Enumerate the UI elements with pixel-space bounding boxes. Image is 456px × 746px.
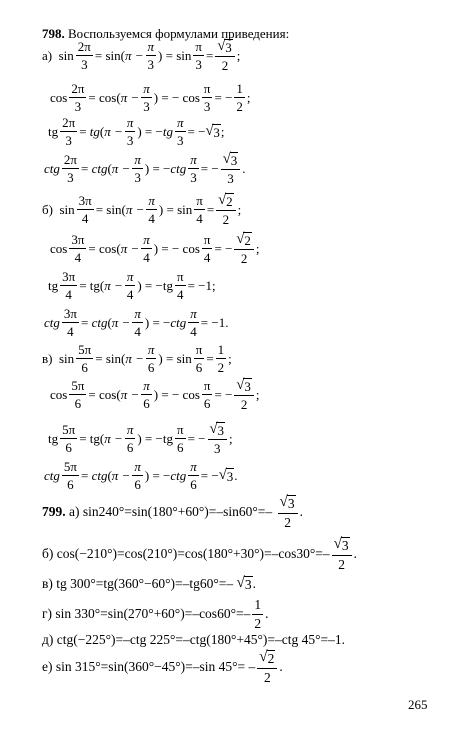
eq-798b-cos: cos $\frac{3\pi}{4}$ = cos ( π − $\frac{\pi}{4}$ ) = − cos $\frac{\pi}{4}$ = − √ 2 2 ; — [50, 230, 260, 266]
problem-799-number: 799. — [42, 504, 66, 520]
eq-798v-tg: tg $\frac{5\pi}{6}$ = tg ( π − $\frac{\pi}{6}$ ) = − tg $\frac{\pi}{6}$ = − √ 3 3 ; — [48, 420, 233, 456]
eq-798v-ctg: ctg $\frac{5\pi}{6}$ = ctg ( π − $\frac{\pi}{6}$ ) = − ctg $\frac{\pi}{6}$ = − √ 3 . — [44, 458, 238, 492]
eq-798a-cos: cos $\frac{2\pi}{3}$ = cos ( π − $\frac{\pi}{3}$ ) = − cos $\frac{\pi}{3}$ = − $\frac{1}{2}$ ; — [50, 80, 251, 114]
eq-798b-sin: б) sin $\frac{3\pi}{4}$ = sin ( π − $\frac{\pi}{4}$ ) = sin $\frac{\pi}{4}$ = √ 2 2 ; — [42, 191, 242, 227]
eq-798v-sin: в) sin $\frac{5\pi}{6}$ = sin ( π − $\frac{\pi}{6}$ ) = sin $\frac{\pi}{6}$ = $\frac{1}{2}$ ; — [42, 341, 232, 375]
eq-799d: д) ctg(−225°)=–ctg 225°=–ctg(180°+45°)=–ctg 45°=–1. — [42, 632, 345, 648]
eq-798b-ctg: ctg $\frac{3\pi}{4}$ = ctg ( π − $\frac{\pi}{4}$ ) = − ctg $\frac{\pi}{4}$ = −1. — [44, 305, 229, 339]
eq-798a-tg: tg $\frac{2\pi}{3}$ = tg ( π − $\frac{\pi}{3}$ ) = − tg $\frac{\pi}{3}$ = − √ 3 ; — [48, 114, 225, 148]
eq-799a: 799. а) sin240°=sin(180°+60°)=–sin60°=– √ 3 2 . — [42, 494, 303, 530]
eq-798b-tg: tg $\frac{3\pi}{4}$ = tg ( π − $\frac{\pi}{4}$ ) = − tg $\frac{\pi}{4}$ = −1 ; — [48, 268, 216, 302]
eq-799b: б) cos(−210°)=cos(210°)=cos(180°+30°)=–cos30°=– √ 3 2 . — [42, 536, 358, 572]
eq-799v: в) tg 300°=tg(360°−60°)=–tg60°=– √ 3 . — [42, 575, 256, 593]
eq-798a-ctg: ctg $\frac{2\pi}{3}$ = ctg ( π − $\frac{\pi}{3}$ ) = − ctg $\frac{\pi}{3}$ = − √ 3 3 . — [44, 150, 246, 186]
eq-799g: г) sin 330°=sin(270°+60°)=–cos60°=– $\frac{1}{2}$ . — [42, 597, 269, 631]
page-number: 265 — [408, 697, 428, 712]
eq-798a-sin: а) sin $\frac{2\pi}{3}$ = sin ( π − $\frac{\pi}{3}$ ) = sin $\frac{\pi}{3}$ = √ 3 2 ; — [42, 37, 241, 73]
eq-798v-cos: cos $\frac{5\pi}{6}$ = cos ( π − $\frac{\pi}{6}$ ) = − cos $\frac{\pi}{6}$ = − √ 3 2 ; — [50, 376, 260, 412]
problem-heading-text: Воспользуемся формулами приведения: — [68, 26, 290, 41]
eq-799e: е) sin 315°=sin(360°−45°)=–sin 45°= – √ 2 2 . — [42, 649, 283, 685]
problem-number: 798. — [42, 26, 65, 41]
